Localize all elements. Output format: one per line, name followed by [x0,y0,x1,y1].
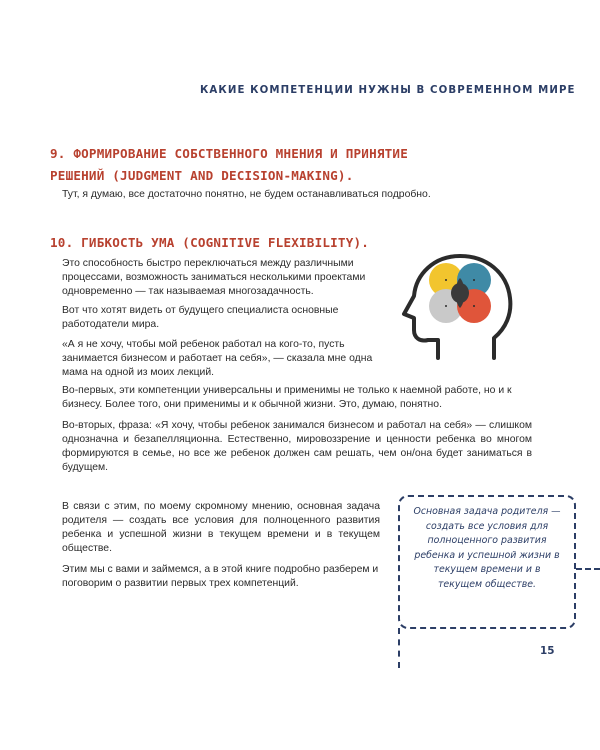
section-10-paragraph-1: Это способность быстро переключаться между различными процессами, возможность заниматься несколькими проектами одновременно — так называемая многозадачность. [62,258,366,297]
callout-box [398,495,576,629]
section-9-paragraph: Тут, я думаю, все достаточно понятно, не будем останавливаться подробно. [62,189,431,200]
yellow-dot [445,279,447,281]
conclusion-paragraph-1: В связи с этим, по моему скромному мнению, основная задача родителя — создать все условия для полноценного развития ребенка и успешной жизни в текущем времени и в текущем обществе. [62,501,380,554]
callout-dashed-tab [576,568,600,572]
section-9-heading [50,143,480,187]
section-10-paragraph-3: «А я не хочу, чтобы мой ребенок работал на кого-то, пусть занимается бизнесом и работает на себя», — сказала мне одна мама на одной из моих лекций. [62,339,373,378]
gray-dot [445,305,447,307]
section-10-paragraph-5: Во-вторых, фраза: «Я хочу, чтобы ребенок занимался бизнесом и работал на себя» — слишком однозначна и безапелляционна. Естественно, мировоззрение и ценности ребенка во многом формируются в семье, но все же ребенок должен сам решать, чем он/она будет заниматься в будущем. [62,420,532,473]
red-dot [473,305,475,307]
page-number: 15 [540,645,555,657]
callout-text: Основная задача родителя — создать все условия для полноценного развития ребенка и успешной жизни в текущем времени и в текущем обществе. [413,506,561,590]
teal-dot [473,279,475,281]
circles-overlap-center [451,283,469,303]
callout-dashed-connector [398,628,402,668]
section-10-paragraph-4: Во-первых, эти компетенции универсальны и применимы не только к наемной работе, но и к бизнесу. Более того, они применимы и к обычной жизни. Это, думаю, понятно. [62,385,512,410]
section-9-heading-line2: РЕШЕНИЙ (JUDGMENT AND DECISION-MAKING). [50,168,354,183]
section-9-heading-line1: 9. ФОРМИРОВАНИЕ СОБСТВЕННОГО МНЕНИЯ И ПРИНЯТИЕ [50,146,408,161]
head-with-overlapping-circles-icon [398,250,516,365]
section-10-paragraph-2: Вот что хотят видеть от будущего специалиста основные работодатели мира. [62,305,339,330]
conclusion-paragraph-2: Этим мы с вами и займемся, а в этой книге подробно разберем и поговорим о развитии первых трех компетенций. [62,564,379,589]
running-header: КАКИЕ КОМПЕТЕНЦИИ НУЖНЫ В СОВРЕМЕННОМ МИРЕ [200,85,576,96]
section-10-heading: 10. ГИБКОСТЬ УМА (COGNITIVE FLEXIBILITY). [50,235,370,250]
